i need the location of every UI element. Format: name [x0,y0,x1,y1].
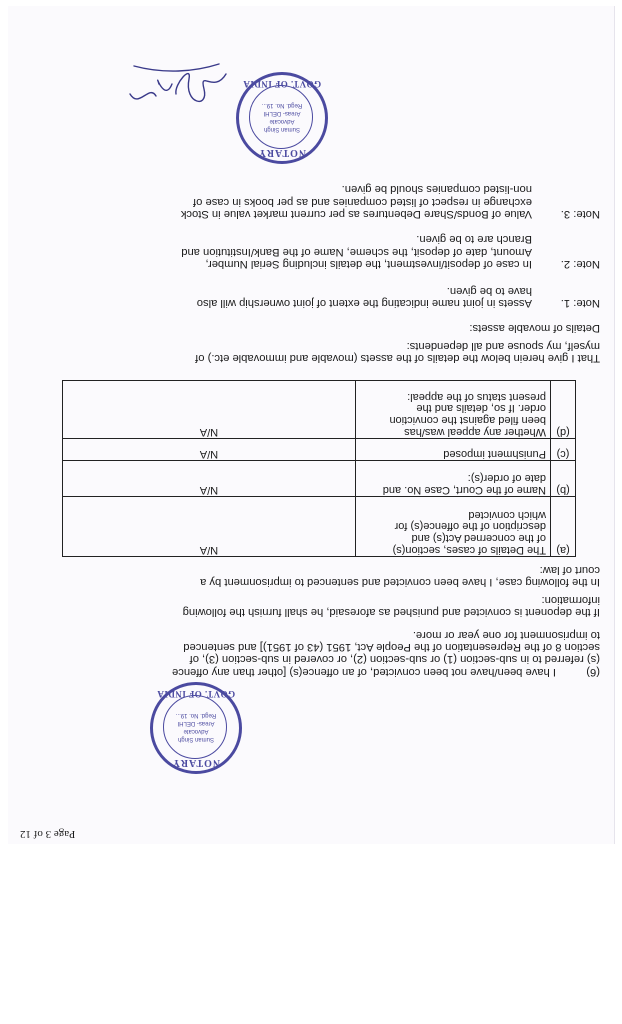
following-case-paragraph: In the following case, I have been convicted and sentenced to imprisonment by a court of law: [200,563,600,588]
clause-number: (6) [586,666,600,678]
note-2-label: Note: 2. [560,258,600,270]
stamp-top-text: NOTARY [171,757,221,768]
row-value: N/A [63,497,356,557]
row-id: (b) [551,461,576,497]
clause-6-text: I have been/have not been convicted, of an offence(s) [other than any offence [172,666,556,678]
movable-assets-heading: Details of movable assets: [469,322,600,334]
row-label: Whether any appeal was/has been filed against the conviction order. If so, details and the present status of the appeal: [356,381,551,439]
table-row [63,439,576,461]
conviction-details-table [62,380,576,557]
stamp-top-text: NOTARY [257,147,307,158]
deponent-paragraph: If the deponent is convicted and punished as aforesaid, he shall furnish the following information: [182,593,600,618]
row-value: N/A [63,439,356,461]
table-row [63,497,576,557]
row-value: N/A [63,381,356,439]
stamp-bottom-text: GOVT. OF INDIA [242,79,322,90]
row-id: (a) [551,497,576,557]
row-id: (c) [551,439,576,461]
table-row [63,381,576,439]
notary-stamp-lower [150,682,242,774]
rotated-document-content [8,6,614,844]
stamp-middle-text: Suman Singh Advocate Areas- DELHI Regd. No. 19... [261,102,303,132]
assets-paragraph: That I give herein below the details of the assets (movable and immovable etc.) of myself, my spouse and all dependents: [195,339,600,364]
row-label: Punishment imposed [356,439,551,461]
table-row [63,461,576,497]
note-1-label: Note: 1. [560,297,600,309]
notary-stamp-upper [236,72,328,164]
clause-6-continuation: (s) referred to in sub-section (1) or sub-section (2), or covered in sub-section (3), of section 8 of the Representation of the People Act, 1951 (43 of 1951)] and sentenced to imprisonment for one year or more. [183,628,600,666]
handwritten-signature [124,54,234,114]
row-label: Name of the Court, Case No. and date of order(s): [356,461,551,497]
page-number: Page 3 of 12 [20,828,76,840]
row-value: N/A [63,461,356,497]
note-3-text: Value of Bonds/Share Debentures as per current market value in Stock exchange in respect of listed companies and as per books in case of non-listed companies should be given. [180,183,532,220]
stamp-middle-text: Suman Singh Advocate Areas- DELHI Regd. No. 19... [175,712,217,742]
note-1-text: Assets in joint name indicating the extent of joint ownership will also have to be given. [196,284,532,309]
stamp-bottom-text: GOVT. OF INDIA [156,689,236,700]
note-2-text: In case of deposit/investment, the details including Serial Number, Amount, date of deposit, the scheme, Name of the Bank/Institution and Branch are to be given. [181,233,532,270]
note-3-label: Note: 3. [560,208,600,220]
row-label: The Details of cases, section(s) of the concerned Act(s) and description of the offence(s) for which convicted [356,497,551,557]
row-id: (d) [551,381,576,439]
